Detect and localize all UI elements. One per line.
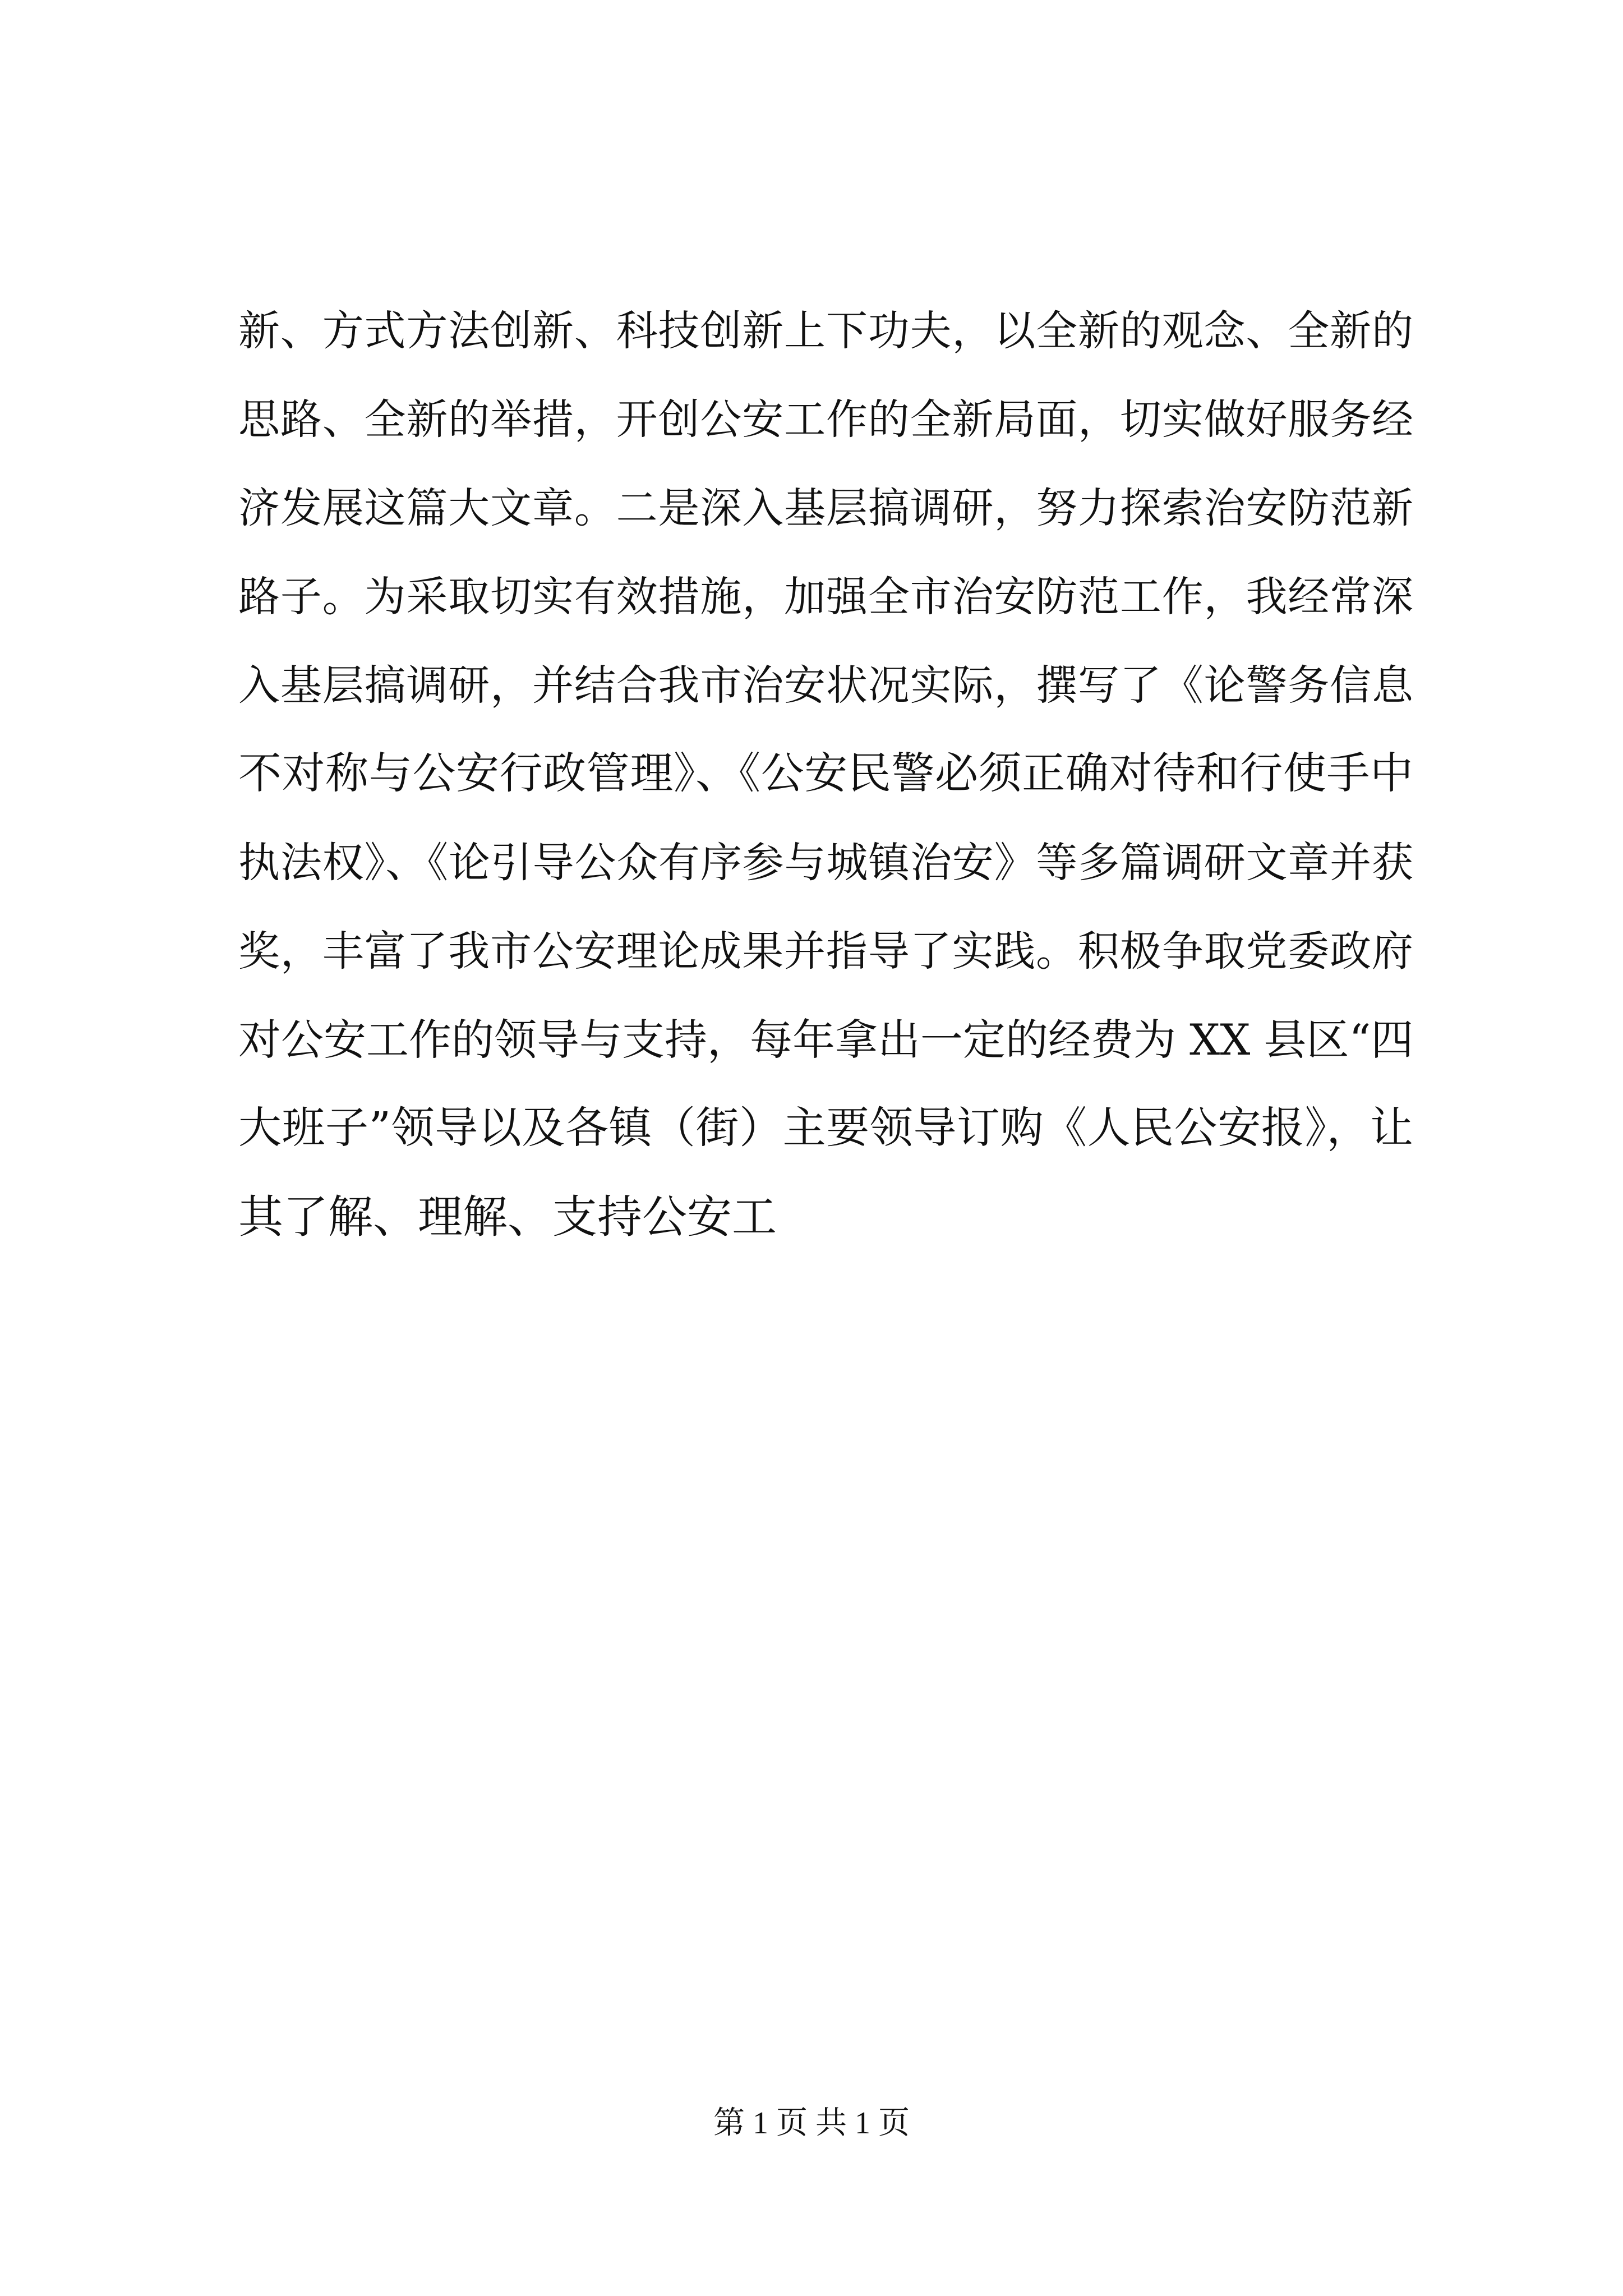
- text-line: 大班子”领导以及各镇（街）主要领导订购《人民公安报》，让: [238, 1103, 1413, 1153]
- text-line: 新、方式方法创新、科技创新上下功夫，以全新的观念、全新的: [238, 307, 1413, 355]
- text-line: 其了解、理解、支持公安工: [238, 1191, 777, 1243]
- text-line: 执法权》、《论引导公众有序参与城镇治安》等多篇调研文章并获: [238, 839, 1413, 887]
- text-line: 不对称与公安行政管理》、《公安民警必须正确对待和行使手中: [238, 749, 1413, 799]
- text-line: 济发展这篇大文章。二是深入基层搞调研，努力探索治安防范新: [238, 484, 1413, 532]
- text-line: 奖，丰富了我市公安理论成果并指导了实践。积极争取党委政府: [238, 927, 1413, 976]
- text-line: 对公安工作的领导与支持，每年拿出一定的经费为 XX 县区“四: [238, 1015, 1414, 1065]
- page-number-footer: 第 1 页 共 1 页: [713, 2106, 910, 2141]
- text-line: 路子。为采取切实有效措施，加强全市治安防范工作，我经常深: [238, 573, 1413, 621]
- text-line: 入基层搞调研，并结合我市治安状况实际，撰写了《论警务信息: [238, 661, 1413, 710]
- body-paragraph: [238, 297, 1413, 1272]
- text-line: 思路、全新的举措，开创公安工作的全新局面，切实做好服务经: [238, 395, 1413, 444]
